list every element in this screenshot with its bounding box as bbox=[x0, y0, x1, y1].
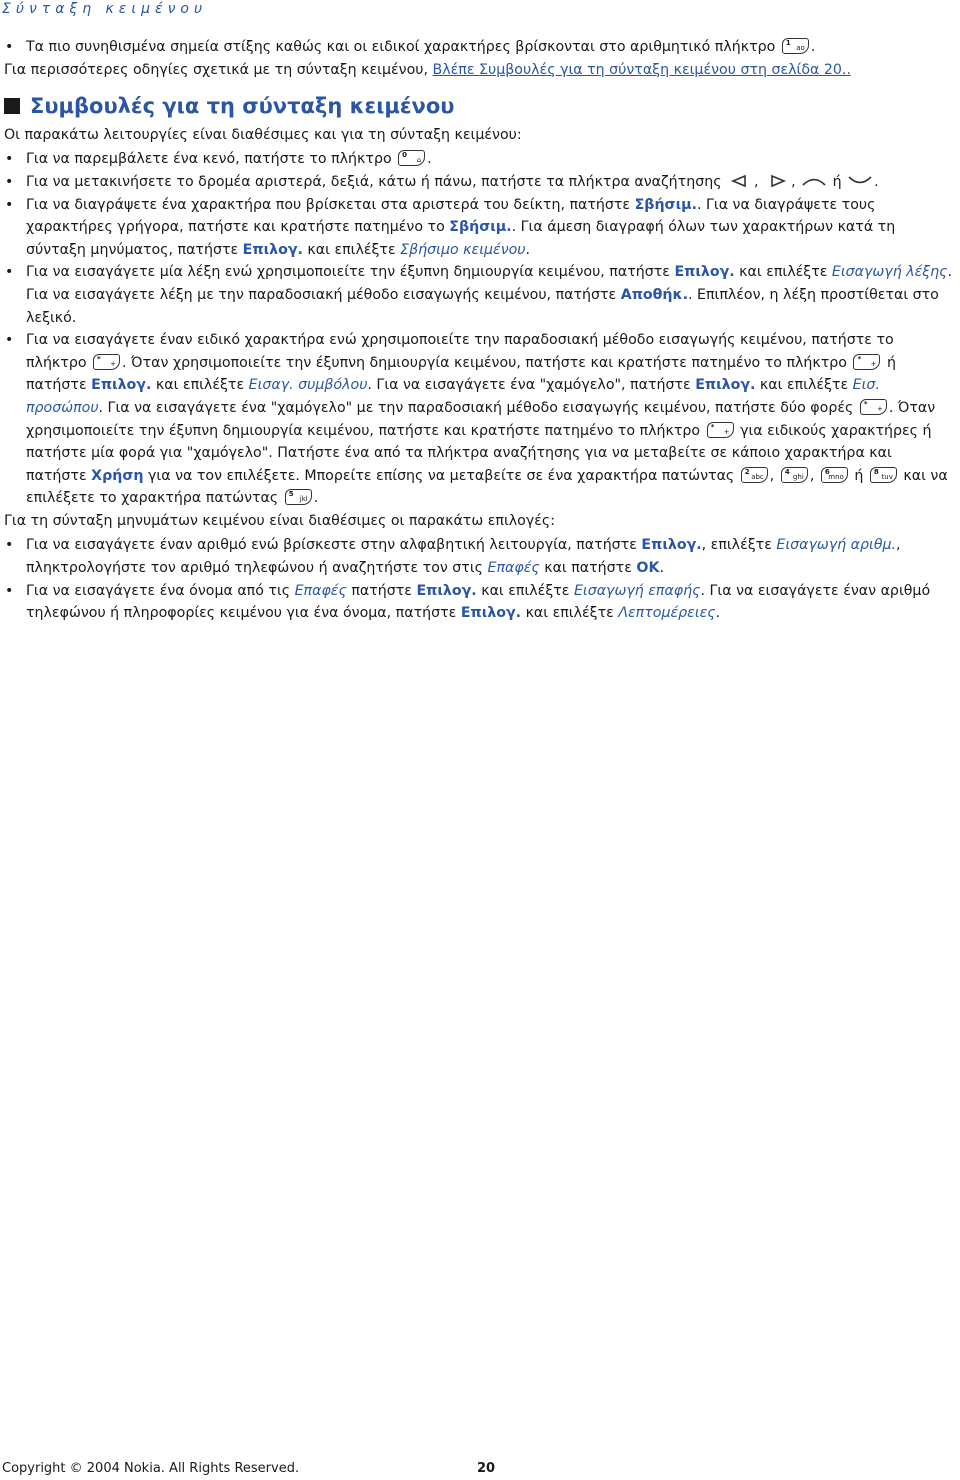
list-item bbox=[4, 329, 954, 510]
text: και επιλέξτε bbox=[734, 264, 832, 281]
paragraph: Για τη σύνταξη μηνυμάτων κειμένου είναι διαθέσιμες οι παρακάτω επιλογές: bbox=[4, 512, 555, 529]
key-star-icon bbox=[853, 354, 880, 370]
menu-option: Εισ. προσώπου bbox=[26, 377, 880, 416]
text: Τα πιο συνηθισμένα σημεία στίξης καθώς και οι ειδικοί χαρακτήρες βρίσκονται στο αριθμητικό πλήκτρο bbox=[26, 39, 780, 55]
softkey-label: Σβήσιμ. bbox=[449, 219, 512, 236]
key-sublabel: abc bbox=[751, 472, 764, 481]
text: . bbox=[525, 241, 531, 258]
softkey-label: Αποθήκ. bbox=[620, 286, 688, 303]
key-sublabel: ao bbox=[796, 44, 805, 52]
softkey-label: Επιλογ. bbox=[416, 582, 477, 599]
copyright-footer: Copyright © 2004 Nokia. All Rights Reserved. bbox=[2, 1461, 300, 1476]
text: . Όταν χρησιμοποιείτε την έξυπνη δημιουργία κειμένου, πατήστε και κρατήστε πατημένο το πλήκτρο bbox=[26, 399, 936, 439]
key-sublabel: tuv bbox=[881, 472, 893, 481]
key-star-icon bbox=[707, 422, 734, 438]
text: . bbox=[313, 490, 319, 507]
text: . Για να εισαγάγετε ένα "χαμόγελο", πατήστε bbox=[367, 377, 696, 394]
menu-option: Σβήσιμο κειμένου bbox=[400, 241, 526, 258]
menu-option: Λεπτομέρειες bbox=[618, 605, 716, 622]
list-item bbox=[4, 580, 954, 625]
menu-option: Επαφές bbox=[294, 582, 347, 599]
paragraph bbox=[4, 59, 954, 82]
text: , bbox=[791, 173, 801, 190]
text: . bbox=[846, 61, 851, 78]
text: Για να διαγράψετε ένα χαρακτήρα που βρίσκεται στα αριστερά του δείκτη, πατήστε bbox=[26, 196, 635, 213]
text: για να τον επιλέξετε. Μπορείτε επίσης να μεταβείτε σε ένα χαρακτήρα πατώντας bbox=[143, 467, 739, 484]
key-sublabel: + bbox=[723, 427, 730, 436]
page-number: 20 bbox=[477, 1461, 496, 1476]
text: Για να παρεμβάλετε ένα κενό, πατήστε το πλήκτρο bbox=[26, 151, 397, 168]
text: Για να εισαγάγετε έναν ειδικό χαρακτήρα ενώ χρησιμοποιείτε την παραδοσιακή μέθοδο εισαγωγής κειμένου, πατήστε το πλήκτρο bbox=[26, 332, 894, 371]
paragraph: Οι παρακάτω λειτουργίες είναι διαθέσιμες και για τη σύνταξη κειμένου: bbox=[4, 126, 522, 143]
key-sublabel: + bbox=[870, 359, 877, 368]
section-title: Συμβουλές για τη σύνταξη κειμένου bbox=[30, 94, 455, 119]
key-label: 1 bbox=[785, 39, 791, 47]
text: . Για να εισαγάγετε έναν αριθμό τηλεφώνου ή πληροφορίες κειμένου για ένα όνομα, πατήστε bbox=[26, 582, 931, 622]
menu-option: Επαφές bbox=[487, 560, 540, 577]
text: Για να εισαγάγετε μία λέξη ενώ χρησιμοποιείτε την έξυπνη δημιουργία κειμένου, πατήστε bbox=[26, 264, 675, 281]
text: . bbox=[810, 39, 816, 55]
text: . bbox=[659, 560, 664, 577]
text: , bbox=[769, 467, 779, 484]
text: , επιλέξτε bbox=[701, 537, 777, 554]
text: . bbox=[874, 173, 879, 190]
text: . Όταν χρησιμοποιείτε την έξυπνη δημιουργία κειμένου, πατήστε και κρατήστε πατημένο το πλήκτρο bbox=[122, 354, 852, 371]
list-item bbox=[4, 534, 954, 579]
softkey-label: Επιλογ. bbox=[460, 605, 522, 622]
key-sublabel: + bbox=[110, 359, 117, 368]
key-8-icon bbox=[870, 467, 897, 483]
section-heading bbox=[4, 95, 954, 118]
text: για ειδικούς χαρακτήρες ή πατήστε μία φορά για "χαμόγελο". Πατήστε ένα από τα πλήκτρα αναζήτησης για να μεταβείτε σε κάποιο χαρακτήρα και πατήστε bbox=[26, 422, 932, 484]
key-label: * bbox=[710, 422, 715, 431]
key-sublabel: + bbox=[876, 404, 883, 413]
key-label: * bbox=[857, 354, 862, 363]
text: . Επιπλέον, η λέξη προστίθεται στο λεξικό. bbox=[26, 286, 939, 326]
main-content bbox=[4, 36, 954, 625]
key-label: * bbox=[863, 399, 868, 408]
list-item bbox=[4, 261, 954, 329]
square-bullet-icon bbox=[4, 98, 20, 114]
softkey-label: Σβήσιμ. bbox=[634, 196, 697, 213]
menu-option: Εισαγ. συμβόλου bbox=[248, 377, 368, 394]
key-0-icon bbox=[398, 150, 425, 166]
text: , bbox=[809, 467, 819, 484]
menu-option: Εισαγωγή λέξης bbox=[831, 264, 948, 281]
softkey-label: Επιλογ. bbox=[242, 241, 303, 258]
text: και επιλέξτε bbox=[755, 377, 853, 394]
list-item bbox=[4, 171, 954, 194]
scroll-left-key-icon bbox=[727, 174, 753, 188]
softkey-label: Επιλογ. bbox=[695, 377, 756, 394]
text: . Για να εισαγάγετε ένα "χαμόγελο" με την παραδοσιακή μέθοδο εισαγωγής κειμένου, πατήστε δύο φορές bbox=[98, 399, 858, 416]
list-item bbox=[4, 194, 954, 262]
key-sublabel: ⌂ bbox=[416, 156, 422, 165]
text: . Για άμεση διαγραφή όλων των χαρακτήρων κατά τη σύνταξη μηνύματος, πατήστε bbox=[26, 219, 896, 258]
list-item bbox=[4, 148, 954, 171]
text: και επιλέξτε bbox=[521, 605, 619, 622]
list-item bbox=[4, 36, 954, 59]
key-sublabel: ghi bbox=[792, 472, 804, 481]
text: . bbox=[427, 151, 432, 168]
key-label: 0 bbox=[402, 151, 408, 160]
text: . Για να εισαγάγετε λέξη με την παραδοσιακή μέθοδο εισαγωγής κειμένου, πατήστε bbox=[26, 264, 953, 303]
key-sublabel: jkl bbox=[299, 495, 308, 504]
key-label: 2 bbox=[744, 467, 750, 476]
text: και επιλέξτε bbox=[302, 241, 401, 258]
text: ή bbox=[828, 173, 847, 190]
text: . bbox=[715, 605, 721, 622]
text: . Για να διαγράψετε τους χαρακτήρες γρήγορα, πατήστε και κρατήστε πατημένο το bbox=[26, 196, 876, 236]
text: και να επιλέξετε το χαρακτήρα πατώντας bbox=[26, 467, 948, 507]
key-5-icon bbox=[285, 489, 312, 505]
text: και πατήστε bbox=[539, 560, 637, 577]
key-label: * bbox=[97, 354, 101, 363]
key-label: 5 bbox=[288, 490, 294, 499]
menu-option: Εισαγωγή επαφής bbox=[573, 582, 701, 599]
key-star-icon bbox=[860, 399, 887, 415]
text: Για να εισαγάγετε έναν αριθμό ενώ βρίσκεστε στην αλφαβητική λειτουργία, πατήστε bbox=[26, 537, 642, 554]
softkey-label: OK bbox=[636, 560, 660, 577]
key-star-icon bbox=[93, 354, 120, 370]
text: Για περισσότερες οδηγίες σχετικά με τη σύνταξη κειμένου, bbox=[4, 61, 433, 78]
text: , bbox=[754, 173, 764, 190]
running-header: Σύνταξη κειμένου bbox=[2, 1, 208, 17]
text: ή πατήστε bbox=[26, 354, 896, 394]
text: και επιλέξτε bbox=[476, 582, 574, 599]
text: πατήστε bbox=[346, 582, 417, 599]
text: , πληκτρολογήστε τον αριθμό τηλεφώνου ή αναζητήστε τον στις bbox=[26, 537, 901, 577]
softkey-label: Επιλογ. bbox=[91, 377, 152, 394]
text: και επιλέξτε bbox=[151, 377, 249, 394]
softkey-label: Επιλογ. bbox=[641, 537, 702, 554]
text: ή bbox=[849, 467, 868, 484]
key-label: 8 bbox=[873, 467, 879, 476]
menu-option: Εισαγωγή αριθμ. bbox=[776, 537, 897, 554]
softkey-label: Επιλογ. bbox=[674, 264, 735, 281]
key-label: 4 bbox=[784, 467, 790, 476]
scroll-right-key-icon bbox=[764, 174, 790, 188]
scroll-down-key-icon bbox=[847, 174, 873, 188]
scroll-up-key-icon bbox=[801, 174, 827, 188]
key-2-icon bbox=[741, 467, 768, 483]
softkey-label: Χρήση bbox=[91, 467, 144, 484]
key-6-icon bbox=[821, 467, 848, 483]
key-1-icon bbox=[782, 38, 809, 54]
key-sublabel: mno bbox=[828, 472, 844, 481]
text: Για να μετακινήσετε το δρομέα αριστερά, δεξιά, κάτω ή πάνω, πατήστε τα πλήκτρα αναζήτησης bbox=[26, 173, 727, 190]
text: Για να εισαγάγετε ένα όνομα από τις bbox=[26, 582, 295, 599]
key-4-icon bbox=[781, 467, 808, 483]
key-label: 6 bbox=[824, 467, 830, 476]
cross-reference-link[interactable]: Βλέπε Συμβουλές για τη σύνταξη κειμένου στη σελίδα 20. bbox=[432, 61, 847, 78]
